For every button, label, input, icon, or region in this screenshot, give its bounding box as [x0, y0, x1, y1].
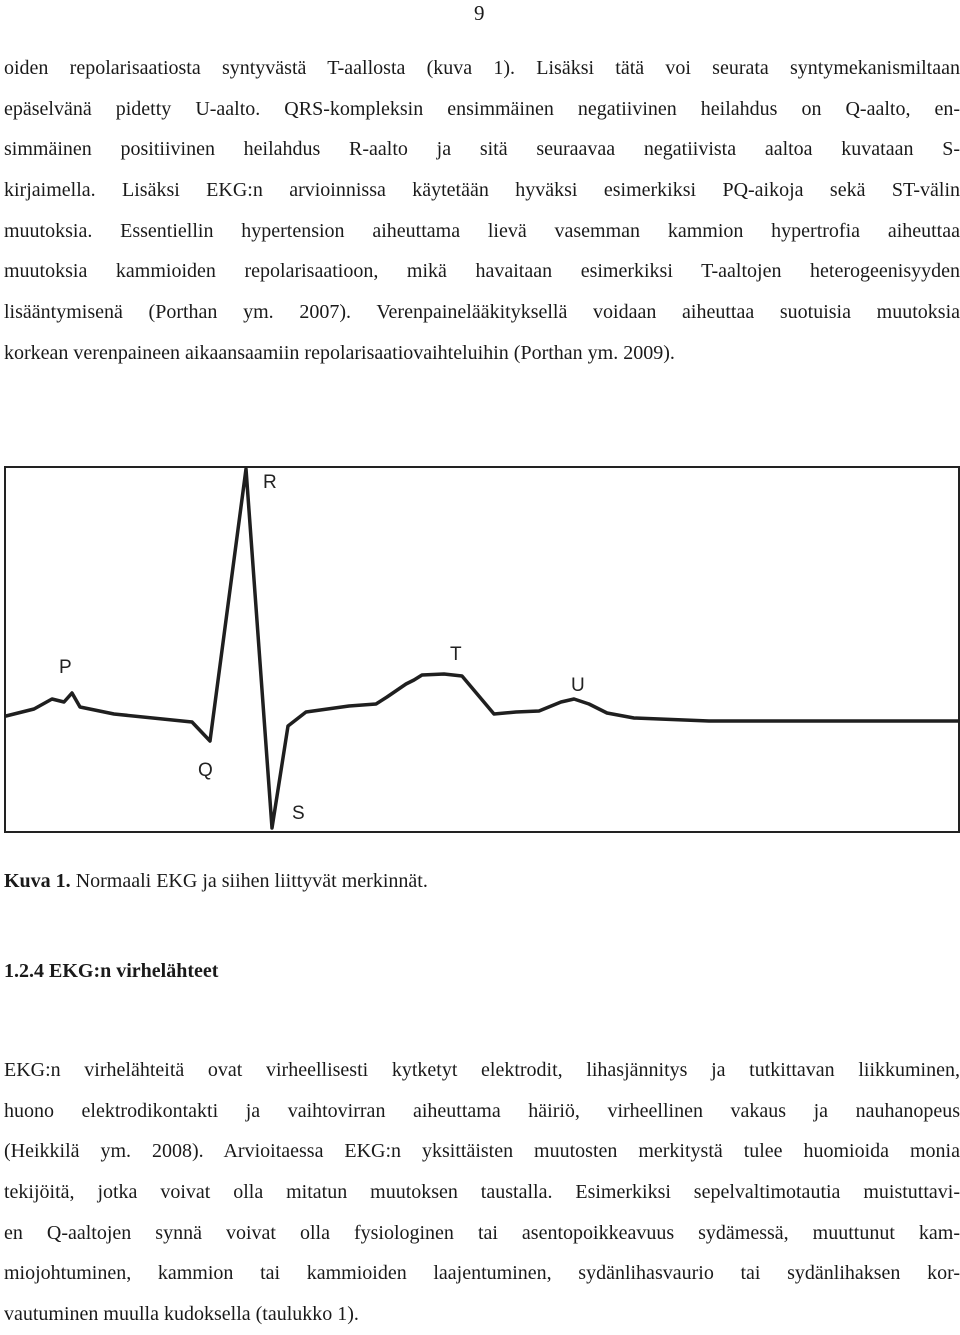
paragraph-line: (Heikkilä ym. 2008). Arvioitaessa EKG:n yksittäisten muutosten merkitystä tulee huomioida monia — [4, 1140, 960, 1163]
paragraph-line: muutoksia. Essentiellin hypertension aiheuttama lievä vasemman kammion hypertrofia aiheuttaa — [4, 219, 960, 242]
ekg-label-u: U — [571, 675, 585, 696]
paragraph-line: tekijöitä, jotka voivat olla mitatun muutoksen taustalla. Esimerkiksi sepelvaltimotautia muistuttavi- — [4, 1181, 960, 1204]
paragraph-line: korkean verenpaineen aikaansaamiin repolarisaatiovaihteluihin (Porthan ym. 2009). — [4, 341, 675, 364]
paragraph-2 — [4, 1050, 960, 1335]
ekg-label-s: S — [292, 803, 305, 824]
section-heading: 1.2.4 EKG:n virhelähteet — [4, 960, 219, 982]
figure-caption — [4, 866, 428, 896]
paragraph-line: kirjaimella. Lisäksi EKG:n arvioinnissa käytetään hyväksi esimerkiksi PQ-aikoja sekä ST-välin — [4, 179, 960, 202]
paragraph-line: miojohtuminen, kammion tai kammioiden laajentuminen, sydänlihasvaurio tai sydänlihaksen kor- — [4, 1262, 960, 1285]
paragraph-line: vautuminen muulla kudoksella (taulukko 1). — [4, 1303, 359, 1326]
paragraph-line: EKG:n virhelähteitä ovat virheellisesti kytketyt elektrodit, lihasjännitys ja tutkittavan liikkuminen, — [4, 1059, 960, 1081]
paragraph-line: muutoksia kammioiden repolarisaatioon, mikä havaitaan esimerkiksi T-aaltojen heterogeenisyyden — [4, 260, 960, 283]
ekg-label-t: T — [450, 644, 462, 665]
ekg-label-r: R — [263, 472, 277, 493]
page-number: 9 — [474, 1, 485, 25]
paragraph-1 — [4, 48, 960, 374]
ekg-figure — [4, 466, 960, 833]
figure-frame — [5, 467, 959, 832]
ekg-label-q: Q — [198, 760, 213, 781]
caption-label: Kuva 1. — [4, 870, 71, 892]
paragraph-line: simmäinen positiivinen heilahdus R-aalto ja sitä seuraavaa negatiivista aaltoa kuvataan S- — [4, 138, 960, 161]
caption-text: Normaali EKG ja siihen liittyvät merkinnät. — [70, 870, 428, 892]
paragraph-line: oiden repolarisaatiosta syntyvästä T-aallosta (kuva 1). Lisäksi tätä voi seurata syntymekanismiltaan — [4, 57, 960, 79]
paragraph-line: huono elektrodikontakti ja vaihtovirran aiheuttama häiriö, virheellinen vakaus ja nauhanopeus — [4, 1099, 960, 1122]
paragraph-line: lisääntymisenä (Porthan ym. 2007). Verenpainelääkityksellä voidaan aiheuttaa suotuisia muutoksia — [4, 301, 960, 324]
ekg-diagram — [4, 466, 960, 833]
ekg-label-p: P — [59, 657, 72, 678]
paragraph-line: en Q-aaltojen synnä voivat olla fysiologinen tai asentopoikkeavuus sydämessä, muuttunut kam- — [4, 1221, 960, 1244]
paragraph-line: epäselvänä pidetty U-aalto. QRS-kompleksin ensimmäinen negatiivinen heilahdus on Q-aalto, en- — [4, 97, 960, 120]
